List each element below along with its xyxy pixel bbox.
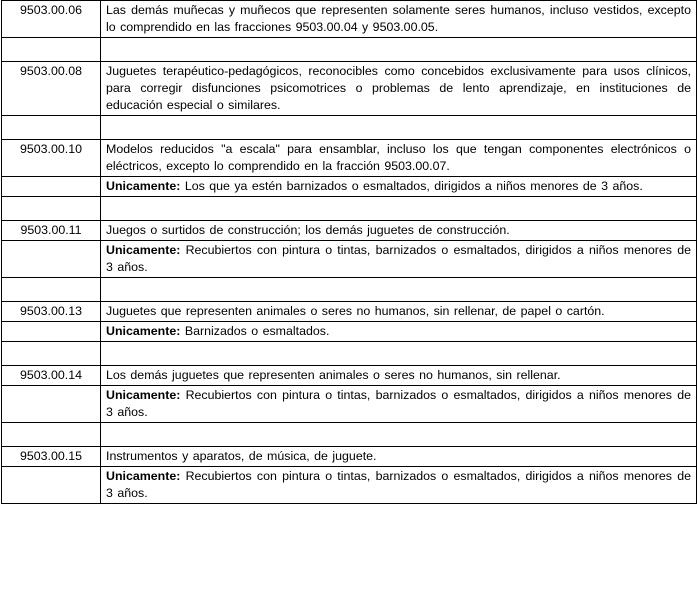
spacer-cell (101, 423, 697, 447)
restriction-note (101, 241, 697, 278)
tariff-code: 9503.00.06 (2, 1, 101, 38)
restriction-note (101, 322, 697, 342)
tariff-item-row (2, 1, 697, 38)
spacer-cell (2, 278, 101, 302)
tariff-code: 9503.00.08 (2, 62, 101, 116)
restriction-label: Unicamente: (106, 469, 181, 483)
tariff-item-row (2, 140, 697, 177)
tariff-item-row (2, 62, 697, 116)
restriction-text: Barnizados o esmaltados. (180, 324, 330, 338)
spacer-cell (2, 423, 101, 447)
spacer-cell (101, 342, 697, 366)
restriction-note-row (2, 467, 697, 504)
restriction-text: Los que ya estén barnizados o esmaltados, dirigidos a niños menores de 3 años. (180, 179, 643, 193)
restriction-note-row (2, 241, 697, 278)
tariff-item-row (2, 447, 697, 467)
spacer-row (2, 116, 697, 140)
tariff-code: 9503.00.15 (2, 447, 101, 467)
spacer-cell (101, 278, 697, 302)
tariff-code: 9503.00.14 (2, 366, 101, 386)
spacer-cell (2, 38, 101, 62)
restriction-label: Unicamente: (106, 243, 181, 257)
tariff-description: Juguetes que representen animales o seres no humanos, sin rellenar, de papel o cartón. (101, 302, 697, 322)
restriction-text: Recubiertos con pintura o tintas, barnizados o esmaltados, dirigidos a niños menores de 3 años. (106, 469, 691, 500)
tariff-item-row (2, 366, 697, 386)
spacer-row (2, 278, 697, 302)
restriction-note-row (2, 177, 697, 197)
spacer-row (2, 423, 697, 447)
spacer-cell (2, 116, 101, 140)
restriction-label: Unicamente: (106, 324, 181, 338)
empty-code-cell (2, 322, 101, 342)
spacer-cell (2, 197, 101, 221)
spacer-row (2, 197, 697, 221)
restriction-label: Unicamente: (106, 388, 181, 402)
tariff-description: Juguetes terapéutico-pedagógicos, reconocibles como concebidos exclusivamente para usos clínicos, para corregir disfunciones psicomotrices o problemas de lento aprendizaje, en instituciones de educación especial o similares. (101, 62, 697, 116)
tariff-table (1, 0, 697, 504)
restriction-note (101, 467, 697, 504)
tariff-table-body (2, 1, 697, 504)
restriction-note (101, 177, 697, 197)
tariff-description: Instrumentos y aparatos, de música, de juguete. (101, 447, 697, 467)
tariff-code: 9503.00.10 (2, 140, 101, 177)
empty-code-cell (2, 177, 101, 197)
tariff-description: Los demás juguetes que representen animales o seres no humanos, sin rellenar. (101, 366, 697, 386)
spacer-cell (101, 197, 697, 221)
restriction-label: Unicamente: (106, 179, 181, 193)
tariff-code: 9503.00.11 (2, 221, 101, 241)
spacer-cell (101, 116, 697, 140)
tariff-description: Modelos reducidos "a escala" para ensamblar, incluso los que tengan componentes electrónicos o eléctricos, excepto lo comprendido en la fracción 9503.00.07. (101, 140, 697, 177)
spacer-cell (101, 38, 697, 62)
tariff-description: Las demás muñecas y muñecos que representen solamente seres humanos, incluso vestidos, excepto lo comprendido en las fracciones 9503.00.04 y 9503.00.05. (101, 1, 697, 38)
spacer-row (2, 38, 697, 62)
empty-code-cell (2, 241, 101, 278)
restriction-note (101, 386, 697, 423)
tariff-item-row (2, 302, 697, 322)
tariff-description: Juegos o surtidos de construcción; los demás juguetes de construcción. (101, 221, 697, 241)
restriction-note-row (2, 386, 697, 423)
empty-code-cell (2, 467, 101, 504)
empty-code-cell (2, 386, 101, 423)
tariff-code: 9503.00.13 (2, 302, 101, 322)
restriction-text: Recubiertos con pintura o tintas, barnizados o esmaltados, dirigidos a niños menores de 3 años. (106, 243, 691, 274)
tariff-item-row (2, 221, 697, 241)
spacer-cell (2, 342, 101, 366)
restriction-text: Recubiertos con pintura o tintas, barnizados o esmaltados, dirigidos a niños menores de 3 años. (106, 388, 691, 419)
spacer-row (2, 342, 697, 366)
restriction-note-row (2, 322, 697, 342)
